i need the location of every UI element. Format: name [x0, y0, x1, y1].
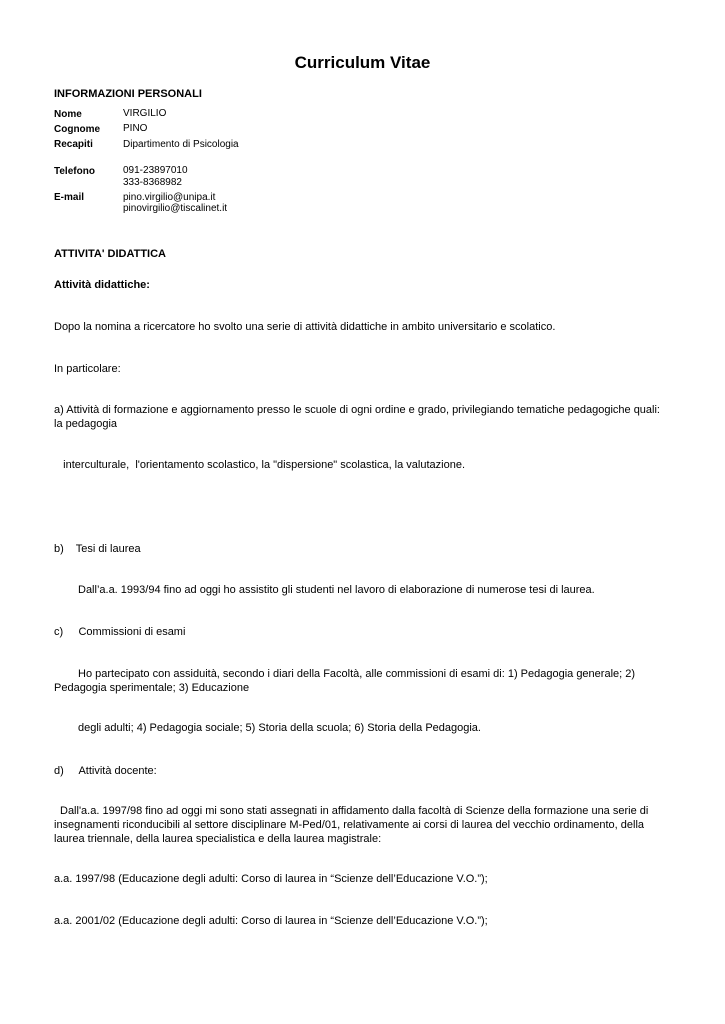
telefono-value-2: 333-8368982 [123, 177, 182, 188]
didattica-subheading: Attività didattiche: [54, 279, 150, 291]
nome-value: VIRGILIO [123, 108, 167, 119]
item-c-continuation: degli adulti; 4) Pedagogia sociale; 5) Storia della scuola; 6) Storia della Pedagogia. [78, 722, 481, 734]
email-value-2: pinovirgilio@tiscalinet.it [123, 203, 228, 214]
in-particolare-text: In particolare: [54, 363, 121, 375]
personal-info-heading: INFORMAZIONI PERSONALI [54, 88, 202, 100]
item-d-text: Dall'a.a. 1997/98 fino ad oggi mi sono stati assegnati in affidamento dalla facoltà di Scienze della formazione una serie di insegnamenti riconducibili al settore disciplinare M-Ped/01, relativamente ai corsi di laurea del vecchio ordinamento, della laurea triennale, della laurea specialistica e della laurea magistrale: [54, 805, 649, 845]
page-title: Curriculum Vitae [294, 53, 431, 72]
recapiti-value: Dipartimento di Psicologia [123, 139, 239, 150]
cognome-label: Cognome [54, 124, 101, 135]
item-c-text: Ho partecipato con assiduità, secondo i diari della Facoltà, alle commissioni di esami di: 1) Pedagogia generale; 2) Pedagogia sperimentale; 3) Educazione [54, 668, 636, 694]
year-entry-2: a.a. 2001/02 (Educazione degli adulti: Corso di laurea in “Scienze dell’Educazione V.O.”); [54, 915, 488, 927]
email-value-1: pino.virgilio@unipa.it [123, 192, 216, 203]
item-c-label: c) Commissioni di esami [54, 626, 186, 638]
item-a-continuation: interculturale, l'orientamento scolastico, la "dispersione" scolastica, la valutazione. [54, 459, 466, 471]
email-label: E-mail [54, 192, 85, 203]
item-b-label: b) Tesi di laurea [54, 543, 141, 555]
telefono-value-1: 091-23897010 [123, 165, 188, 176]
nome-label: Nome [54, 109, 82, 120]
item-b-text: Dall’a.a. 1993/94 fino ad oggi ho assistito gli studenti nel lavoro di elaborazione di numerose tesi di laurea. [78, 584, 595, 596]
year-entry-1: a.a. 1997/98 (Educazione degli adulti: Corso di laurea in “Scienze dell’Educazione V.O.”); [54, 873, 488, 885]
item-d-label: d) Attività docente: [54, 765, 157, 777]
item-a-paragraph: a) Attività di formazione e aggiornamento presso le scuole di ogni ordine e grado, privilegiando tematiche pedagogiche quali: la pedagogia [54, 404, 660, 430]
telefono-label: Telefono [54, 166, 95, 177]
intro-paragraph: Dopo la nomina a ricercatore ho svolto una serie di attività didattiche in ambito universitario e scolatico. [54, 321, 556, 333]
didattica-heading: ATTIVITA' DIDATTICA [54, 248, 166, 260]
cognome-value: PINO [123, 123, 148, 134]
recapiti-label: Recapiti [54, 139, 93, 150]
